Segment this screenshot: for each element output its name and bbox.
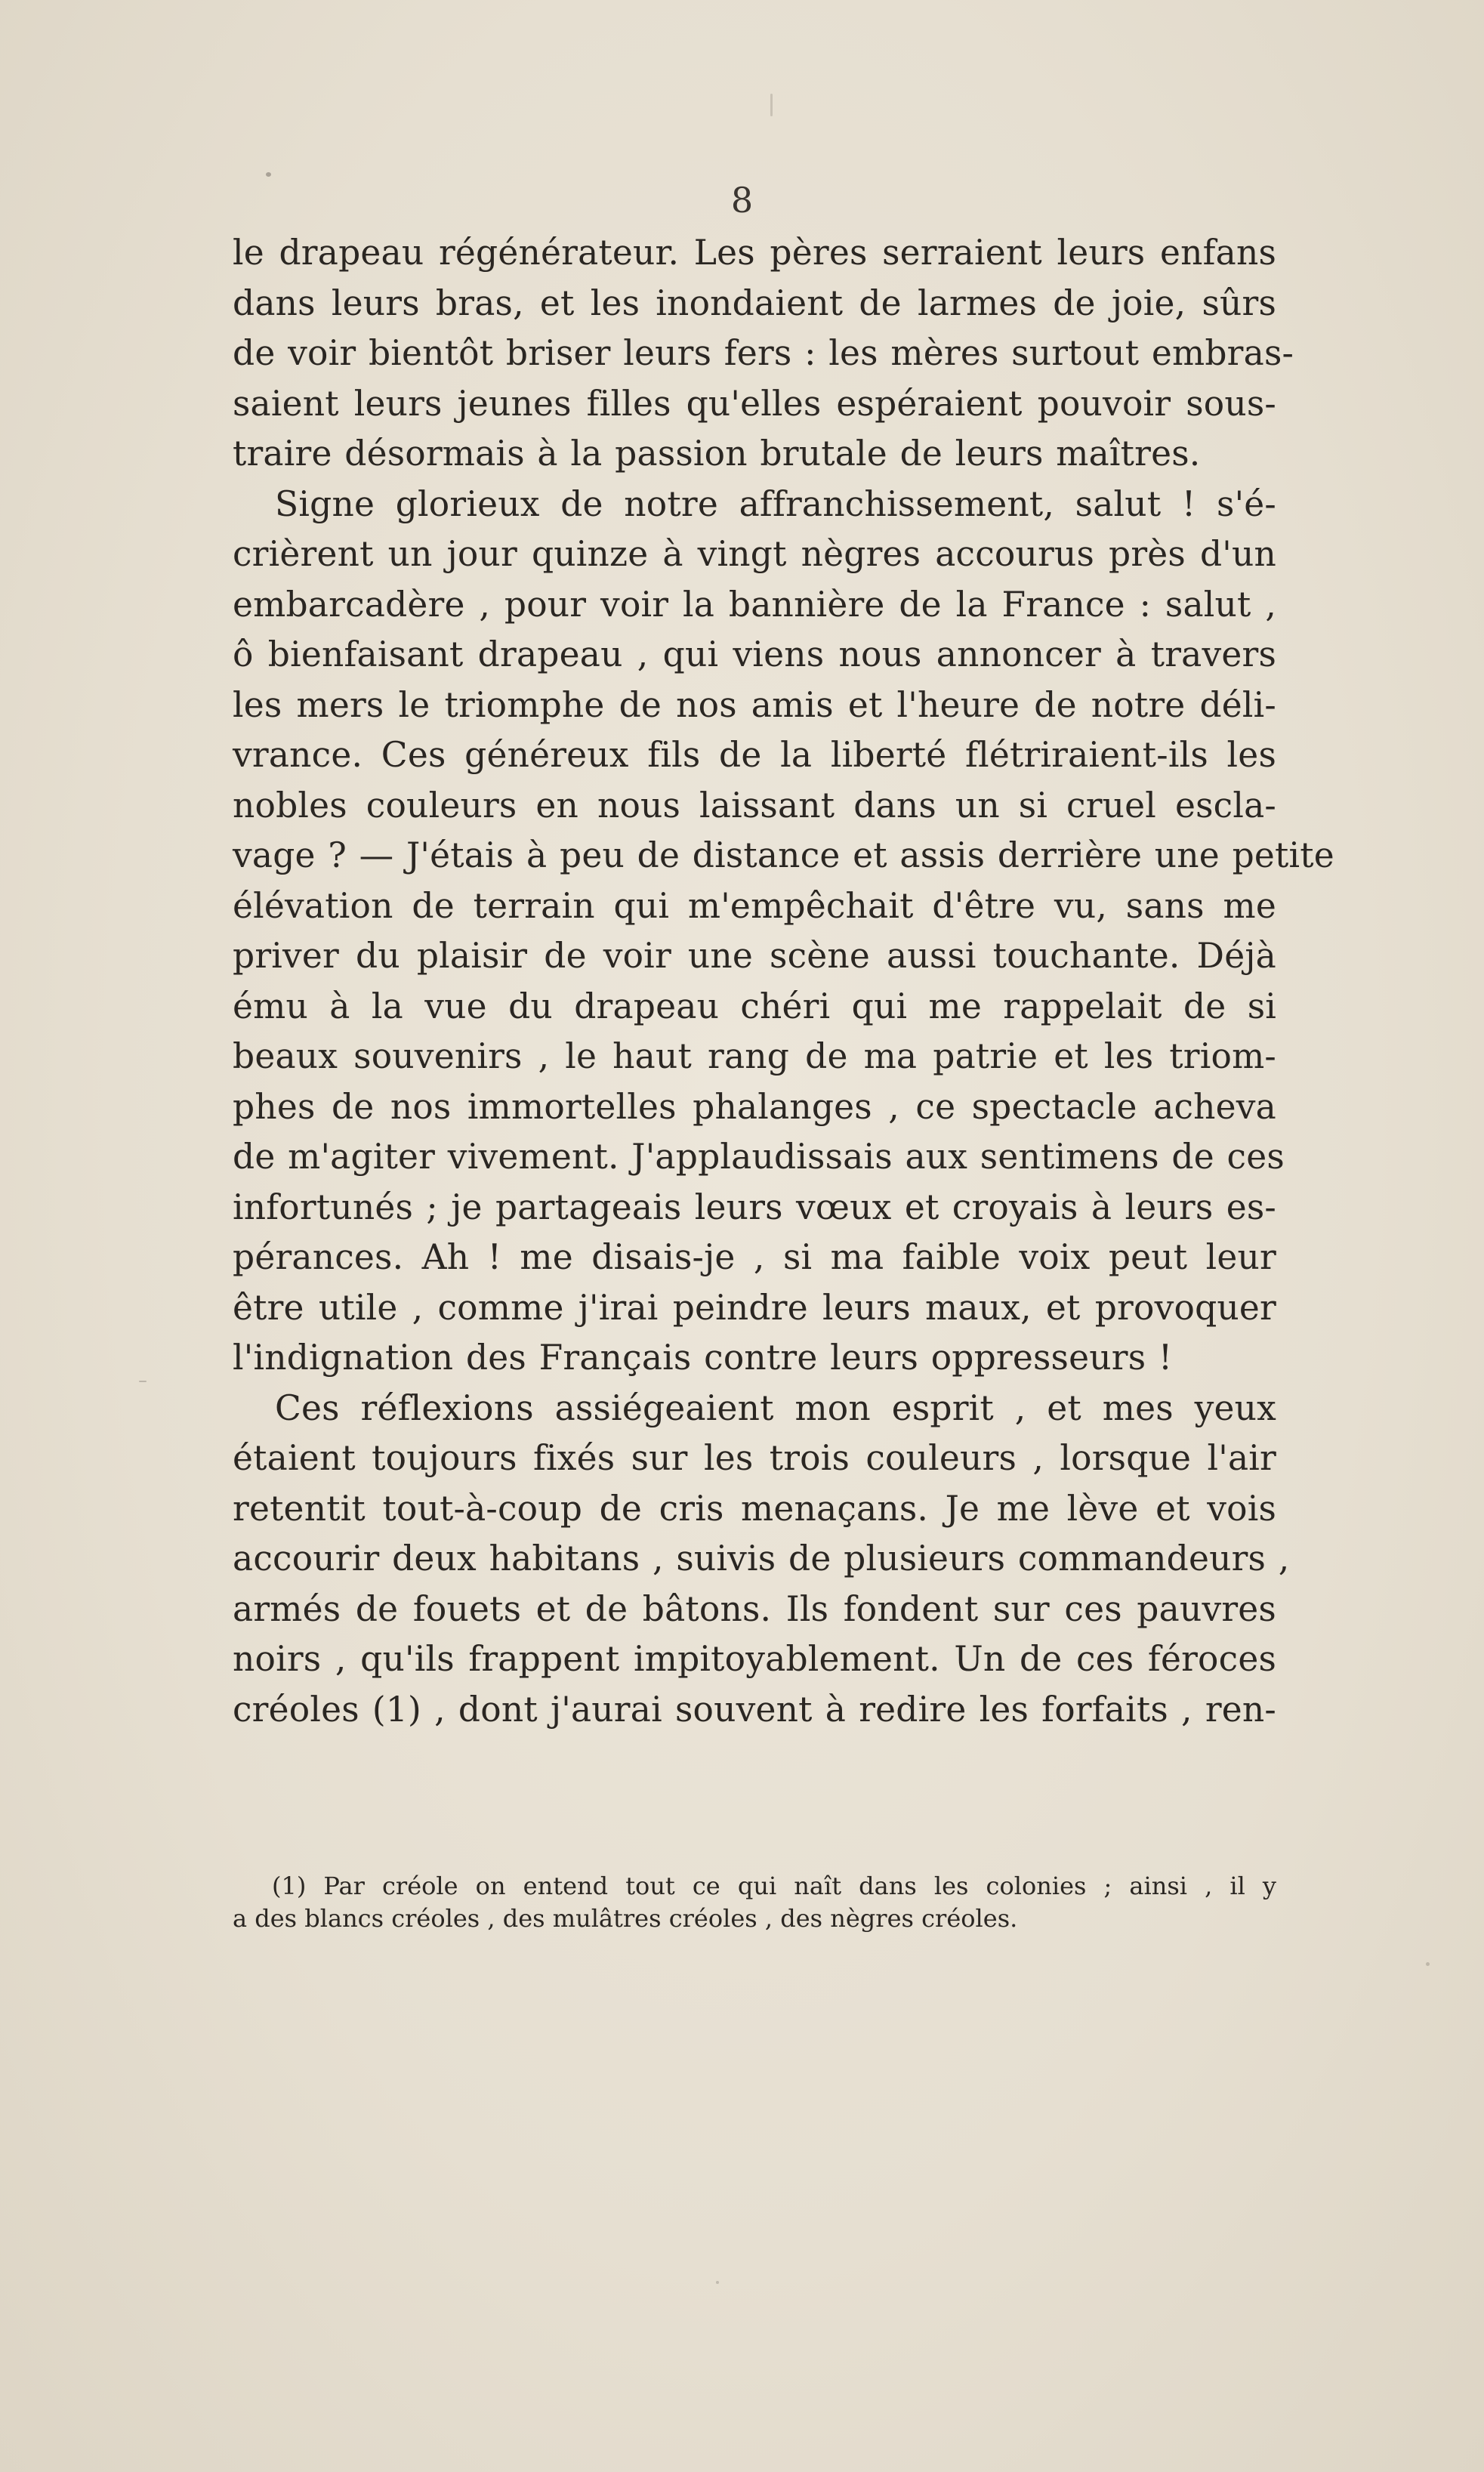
footnote-line: (1) Par créole on entend tout ce qui naît dans les colonies ; ainsi , il y <box>272 1872 1276 1900</box>
text-line: étaient toujours fixés sur les trois couleurs , lorsque l'air <box>233 1438 1276 1478</box>
text-line: être utile , comme j'irai peindre leurs maux, et provoquer <box>233 1287 1276 1328</box>
scan-speck <box>716 2281 719 2284</box>
text-line: accourir deux habitans , suivis de plusieurs commandeurs , <box>233 1538 1290 1579</box>
text-line: priver du plaisir de voir une scène aussi touchante. Déjà <box>233 936 1276 976</box>
footnotes <box>233 1870 1276 1935</box>
text-line: le drapeau régénérateur. Les pères serraient leurs enfans <box>233 233 1276 273</box>
text-line: embarcadère , pour voir la bannière de la France : salut , <box>233 584 1276 625</box>
page-number: 8 <box>730 180 754 221</box>
text-line: Ces réflexions assiégeaient mon esprit , et mes yeux <box>275 1387 1276 1428</box>
scan-speck <box>770 94 773 116</box>
text-line: noirs , qu'ils frappent impitoyablement. Un de ces féroces <box>233 1639 1276 1679</box>
text-line: vrance. Ces généreux fils de la liberté flétriraient-ils les <box>233 735 1276 775</box>
scan-speck <box>1426 1962 1430 1966</box>
text-line: élévation de terrain qui m'empêchait d'être vu, sans me <box>233 885 1276 926</box>
text-line: crièrent un jour quinze à vingt nègres accourus près d'un <box>233 534 1276 574</box>
text-line: vage ? — J'étais à peu de distance et assis derrière une petite <box>233 835 1334 875</box>
text-line: Signe glorieux de notre affranchissement, salut ! s'é- <box>275 483 1276 524</box>
text-line: phes de nos immortelles phalanges , ce spectacle acheva <box>233 1086 1276 1127</box>
text-line: nobles couleurs en nous laissant dans un si cruel escla- <box>233 785 1276 826</box>
text-line: saient leurs jeunes filles qu'elles espéraient pouvoir sous- <box>233 383 1276 424</box>
text-line: ému à la vue du drapeau chéri qui me rappelait de si <box>233 986 1276 1026</box>
text-line: traire désormais à la passion brutale de leurs maîtres. <box>233 434 1201 474</box>
text-line: créoles (1) , dont j'aurai souvent à redire les forfaits , ren- <box>233 1689 1276 1730</box>
text-line: retentit tout-à-coup de cris menaçans. Je me lève et vois <box>233 1488 1276 1529</box>
footnote-line: a des blancs créoles , des mulâtres créoles , des nègres créoles. <box>233 1904 1018 1933</box>
text-line: pérances. Ah ! me disais-je , si ma faible voix peut leur <box>233 1237 1276 1277</box>
text-line: ô bienfaisant drapeau , qui viens nous annoncer à travers <box>233 634 1276 674</box>
text-line: dans leurs bras, et les inondaient de larmes de joie, sûrs <box>233 282 1276 323</box>
text-line: beaux souvenirs , le haut rang de ma patrie et les triom- <box>233 1036 1276 1076</box>
text-line: de voir bientôt briser leurs fers : les mères surtout embras- <box>233 333 1294 373</box>
text-line: l'indignation des Français contre leurs oppresseurs ! <box>233 1338 1173 1378</box>
scan-speck <box>139 1381 147 1382</box>
text-line: infortunés ; je partageais leurs vœux et croyais à leurs es- <box>233 1187 1276 1227</box>
text-line: les mers le triomphe de nos amis et l'heure de notre déli- <box>233 684 1276 725</box>
scan-speck <box>266 172 271 177</box>
text-line: armés de fouets et de bâtons. Ils fondent sur ces pauvres <box>233 1588 1276 1629</box>
text-line: de m'agiter vivement. J'applaudissais aux sentimens de ces <box>233 1137 1285 1177</box>
body-text <box>233 228 1334 1735</box>
